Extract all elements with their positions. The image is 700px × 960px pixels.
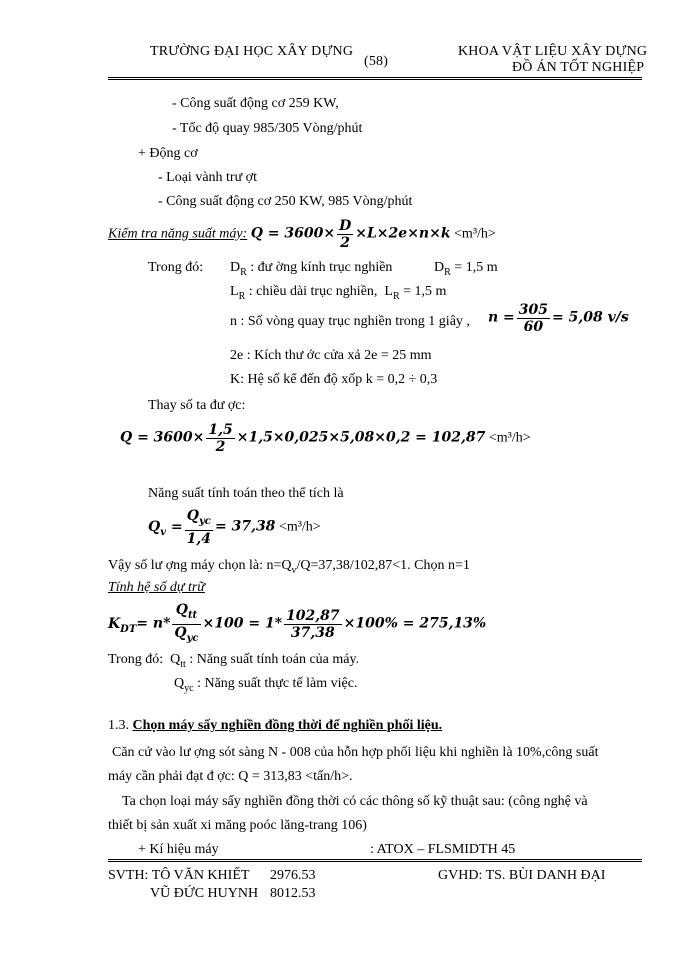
substituted-formula — [120, 422, 531, 455]
n-formula-post: = 5,08 v/s — [552, 309, 629, 326]
kdt-pre: $K_{DT}$ — [108, 615, 137, 635]
qv-num: $Q_{yc}$ — [185, 508, 213, 531]
student-1: SVTH: TÔ VĂN KHIẾT — [108, 868, 250, 883]
student-2: VŨ ĐỨC HUYNH — [150, 886, 259, 901]
capacity-check-formula — [108, 218, 496, 251]
dr-line: $D_R$ : đư ờng kính trục nghiền — [230, 260, 393, 278]
project-title: ĐỒ ÁN TỐT NGHIỆP — [512, 60, 645, 75]
paragraph-2b: thiết bị sản xuất xi măng poóc lăng-trang 106) — [108, 818, 367, 833]
sub-formula-den: 2 — [215, 439, 226, 455]
faculty-name: KHOA VẬT LIỆU XÂY DỰNG — [458, 44, 648, 59]
paragraph-1b: máy cần phải đạt đ ợc: Q = 313,83 <tấn/h>. — [108, 769, 353, 784]
main-formula-unit: <m³/h> — [454, 226, 496, 242]
page-number: (58) — [364, 54, 389, 69]
qv-unit: <m³/h> — [278, 519, 321, 535]
kdt-mid: = n* — [136, 615, 171, 632]
kdt-den-1: $Q_{yc}$ — [174, 624, 199, 644]
qyc-line: $Q_{yc}$ : Năng suất thực tế làm việc. — [174, 676, 358, 694]
kdt-den-2: 37,38 — [290, 624, 335, 641]
kdt-formula — [108, 602, 486, 647]
sub-formula-fraction — [206, 422, 234, 455]
sub-formula-pre: Q = 3600× — [120, 429, 205, 446]
kdt-post: ×100% = 275,13% — [343, 615, 487, 632]
section-heading: 1.3. Chọn máy sấy nghiền đồng thời để nghiền phối liệu. — [108, 718, 443, 733]
student-2-id: 8012.53 — [270, 886, 316, 901]
main-formula-den: 2 — [340, 235, 351, 251]
sub-formula-num: 1,5 — [208, 422, 233, 438]
lr-value-text: = 1,5 m — [403, 284, 447, 299]
kdt-num-1: $Q_{tt}$ — [172, 602, 200, 625]
motor-power-speed-line: - Công suất động cơ 250 KW, 985 Vòng/phút — [158, 194, 413, 209]
motor-heading: + Động cơ — [138, 146, 198, 161]
qv-fraction — [185, 508, 213, 547]
e-line: 2e : Kích thư ớc cửa xả 2e = 25 mm — [230, 348, 432, 363]
footer-rule — [108, 859, 642, 862]
kdt-fraction-1 — [172, 602, 200, 647]
capacity-check-title: Kiểm tra năng suất máy: — [108, 226, 248, 242]
qv-pre: $Q_v$ = — [148, 518, 183, 538]
motor-type-line: - Loại vành trư ợt — [158, 170, 257, 185]
header-rule — [108, 77, 642, 80]
reserve-coefficient-title: Tính hệ số dự trữ — [108, 580, 205, 595]
main-formula-num: D — [339, 218, 352, 234]
paragraph-1a: Căn cứ vào lư ợng sót sàng N - 008 của hỗn hợp phối liệu khi nghiền là 10%,công suất — [112, 745, 599, 760]
advisor: GVHD: TS. BÙI DANH ĐẠI — [438, 868, 606, 883]
main-formula-fraction — [337, 218, 353, 251]
kdt-num-2: 102,87 — [286, 607, 340, 624]
lr-line: $L_R$ : chiều dài trục nghiền, $L_R = 1,5$ m — [230, 284, 447, 302]
machine-code-value: : ATOX – FLSMIDTH 45 — [370, 842, 516, 857]
volume-capacity-line: Năng suất tính toán theo thể tích là — [148, 486, 344, 501]
kdt-mid2: ×100 = 1* — [202, 615, 283, 632]
sub-formula-unit: <m³/h> — [488, 430, 531, 446]
dr-text: : đư ờng kính trục nghiền — [250, 260, 393, 275]
qv-den: 1,4 — [186, 530, 211, 547]
n-den: 60 — [523, 319, 544, 335]
machine-code-label: + Kí hiệu máy — [138, 842, 219, 857]
student-1-id: 2976.53 — [270, 868, 316, 883]
main-formula-pre: Q = 3600× — [250, 225, 336, 242]
school-name: TRƯỜNG ĐẠI HỌC XÂY DỰNG — [150, 44, 354, 59]
where-label: Trong đó: — [148, 260, 204, 275]
n-num: 305 — [518, 302, 549, 318]
dr-value: $D_R = 1,5$ m — [434, 260, 498, 278]
dr-value-text: = 1,5 m — [454, 260, 498, 275]
lr-text: : chiều dài trục nghiền, — [248, 284, 378, 299]
paragraph-2a: Ta chọn loại máy sấy nghiền đồng thời có các thông số kỹ thuật sau: (công nghệ và — [122, 794, 588, 809]
kdt-fraction-2 — [284, 608, 342, 641]
substitute-line: Thay số ta đư ợc: — [148, 398, 246, 413]
machine-count-line: Vậy số lư ợng máy chọn là: $n=Q_v/Q=37,38/102,87<1$. Chọn n=1 — [108, 558, 470, 576]
n-formula-pre: n = — [488, 309, 515, 326]
qv-formula — [148, 508, 321, 547]
main-formula-post: ×L×2e×n×k — [355, 225, 451, 242]
sub-formula-post: ×1,5×0,025×5,08×0,2 = 102,87 — [236, 429, 486, 446]
k-line: K: Hệ số kể đến độ xốp k = 0,2 ÷ 0,3 — [230, 372, 438, 387]
qv-post: = 37,38 — [214, 518, 276, 535]
motor-power-line: - Công suất động cơ 259 KW, — [172, 96, 339, 111]
n-fraction — [517, 302, 550, 335]
where-label-2: Trong đó: $Q_{tt}$ : Năng suất tính toán của máy. — [108, 652, 360, 670]
rotation-speed-line: - Tốc độ quay 985/305 Vòng/phút — [172, 121, 363, 136]
n-line: n : Số vòng quay trục nghiền trong 1 giây , — [230, 314, 470, 329]
n-formula — [488, 302, 629, 335]
